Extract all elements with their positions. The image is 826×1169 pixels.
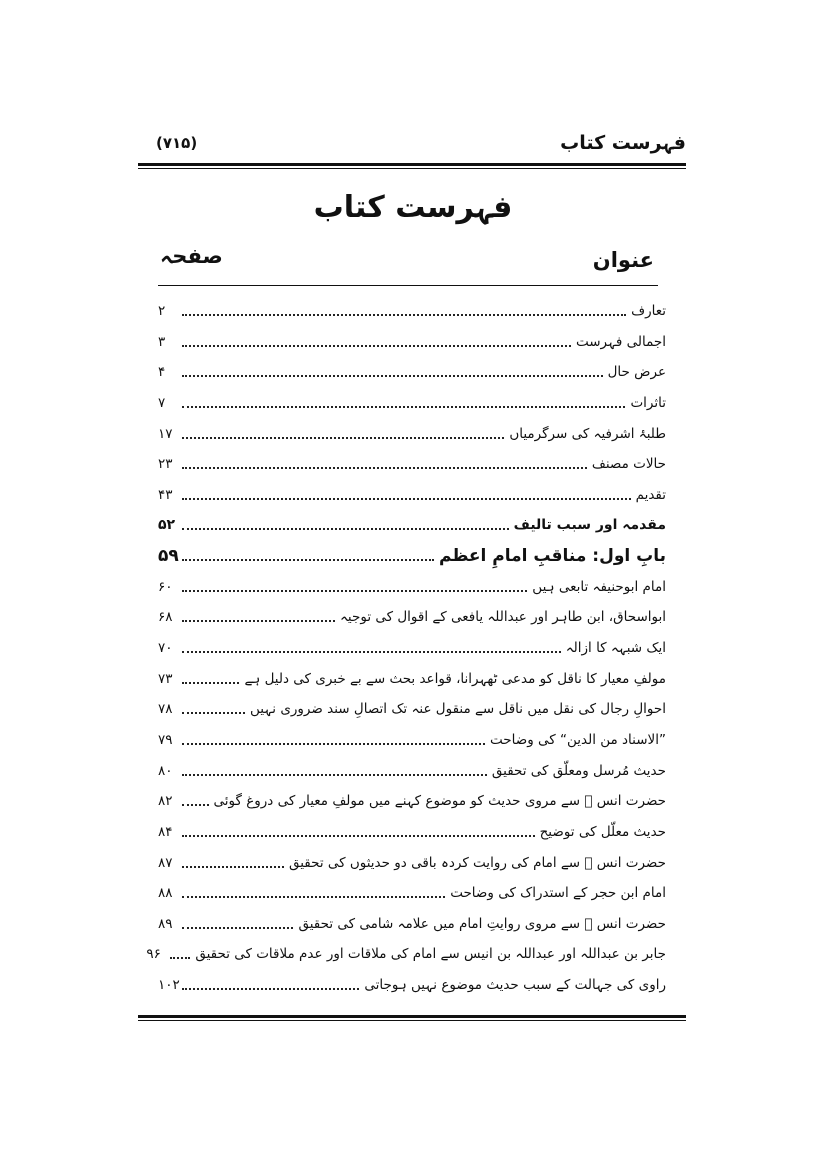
toc-entry-page: ۸۷	[158, 854, 173, 871]
leader-dots	[182, 682, 239, 684]
toc-entry-page: ۲	[158, 303, 166, 319]
toc-entry-page: ۵۲	[158, 517, 176, 534]
toc-entry[interactable]	[158, 691, 666, 719]
leader-dots	[182, 498, 631, 500]
leader-dots	[182, 896, 445, 898]
column-heading-topic: عنوان	[592, 248, 654, 272]
leader-dots	[182, 743, 485, 745]
toc-entry-page: ۲۳	[158, 456, 173, 473]
toc-entry-title: حضرت انس ﷛ سے مروی حدیث کو موضوع کہنے میں مولفِ معیار کی دروغ گوئی	[213, 793, 666, 810]
page-number: (۷۱۵)	[156, 134, 198, 152]
toc-entry[interactable]	[158, 630, 666, 658]
toc-entry-page: ۷۹	[158, 731, 173, 748]
toc-entry-page: ۴	[158, 364, 166, 381]
toc-entry[interactable]	[158, 416, 666, 444]
toc-entry-page: ۶۰	[158, 578, 173, 595]
toc-entry-page: ۴۳	[158, 486, 173, 503]
header-rule-thin	[138, 168, 686, 169]
column-heading-rule	[158, 285, 658, 286]
leader-dots	[182, 467, 587, 469]
toc-entry-page: ۷	[158, 394, 166, 411]
toc-entry-page: ۵۹	[158, 546, 179, 567]
toc-entry[interactable]	[158, 722, 666, 750]
toc-chapter-entry[interactable]	[158, 538, 666, 566]
toc-entry-page: ۸۰	[158, 762, 173, 779]
toc-entry-title: ابواسحاق، ابن طاہر اور عبداللہ یافعی کے اقوال کی توجیہ	[340, 609, 666, 626]
toc-entry[interactable]	[158, 293, 666, 321]
leader-dots	[182, 712, 245, 714]
toc-entry-title: حضرت انس ﷛ سے مروی روایتِ امام میں علامہ شامی کی تحقیق	[298, 915, 666, 932]
toc-entry-title: تعارف	[631, 303, 666, 319]
toc-title: فہرست کتاب	[313, 190, 513, 225]
leader-dots	[182, 528, 509, 530]
toc-entry-title: حضرت انس ﷛ سے امام کی روایت کردہ باقی دو حدیثوں کی تحقیق	[288, 854, 666, 871]
toc-entry-title: تقدیم	[635, 486, 666, 503]
toc-list	[146, 293, 666, 998]
toc-entry-title: حدیث معلّل کی توضیح	[539, 823, 666, 840]
toc-entry[interactable]	[158, 875, 666, 903]
leader-dots	[170, 957, 190, 959]
toc-entry[interactable]	[158, 814, 666, 842]
toc-entry-page: ۷۰	[158, 640, 173, 657]
leader-dots	[182, 620, 335, 622]
leader-dots	[182, 651, 561, 653]
toc-entry-title: بابِ اول: مناقبِ امامِ اعظم	[439, 546, 666, 567]
toc-entry[interactable]	[158, 599, 666, 627]
toc-entry-page: ۷۸	[158, 701, 173, 718]
leader-dots	[182, 988, 359, 990]
toc-entry-title: عرض حال	[607, 364, 666, 381]
toc-entry-page: ۸۹	[158, 915, 173, 932]
toc-entry-title: حدیث مُرسل ومعلّق کی تحقیق	[491, 762, 666, 779]
toc-entry-title: جابر بن عبداللہ اور عبداللہ بن انیس سے امام کی ملاقات اور عدم ملاقات کی تحقیق	[195, 946, 666, 963]
toc-entry[interactable]	[158, 661, 666, 689]
leader-dots	[182, 559, 434, 561]
toc-entry-title: راوی کی جہالت کے سبب حدیث موضوع نہیں ہوجاتی	[364, 977, 666, 994]
toc-entry[interactable]	[158, 446, 666, 474]
toc-entry-title: مولفِ معیار کا ناقل کو مدعی ٹھہرانا، قواعد بحث سے بے خبری کی دلیل ہے	[244, 670, 666, 687]
running-header	[138, 130, 686, 160]
toc-entry-title: امام ابوحنیفہ تابعی ہیں	[532, 578, 666, 595]
leader-dots	[182, 804, 209, 806]
toc-entry-page: ۳	[158, 333, 166, 350]
toc-entry[interactable]	[146, 936, 666, 964]
leader-dots	[182, 345, 571, 347]
leader-dots	[182, 314, 626, 316]
toc-entry-title: تاثرات	[630, 394, 666, 411]
leader-dots	[182, 774, 487, 776]
toc-entry-page: ۸۸	[158, 885, 173, 902]
toc-entry-title: امام ابن حجر کے استدراک کی وضاحت	[450, 885, 666, 902]
toc-entry-page: ۹۶	[146, 946, 161, 963]
running-header-title: فہرست کتاب	[560, 132, 686, 154]
toc-entry-title: حالات مصنف	[591, 456, 666, 473]
toc-entry[interactable]	[158, 783, 666, 811]
toc-entry-page: ۸۴	[158, 823, 173, 840]
toc-entry[interactable]	[158, 507, 666, 535]
toc-entry-title: اجمالی فہرست	[575, 333, 666, 350]
toc-entry[interactable]	[158, 753, 666, 781]
column-heading-page: صفحہ	[160, 244, 223, 268]
toc-entry-title: ایک شبہہ کا ازالہ	[565, 640, 666, 657]
toc-entry-title: ”الاسناد من الدین“ کی وضاحت	[490, 731, 666, 748]
toc-entry[interactable]	[158, 845, 666, 873]
leader-dots	[182, 406, 625, 408]
toc-entry[interactable]	[158, 906, 666, 934]
leader-dots	[182, 375, 603, 377]
toc-entry-page: ۱۰۲	[158, 977, 180, 994]
leader-dots	[182, 835, 535, 837]
toc-entry[interactable]	[158, 967, 666, 995]
leader-dots	[182, 866, 284, 868]
leader-dots	[182, 590, 527, 592]
header-rule-thick	[138, 163, 686, 166]
toc-entry[interactable]	[158, 324, 666, 352]
footer-rule-thin	[138, 1020, 686, 1021]
toc-entry-page: ۷۳	[158, 670, 173, 687]
toc-entry-page: ۱۷	[158, 425, 173, 442]
footer-rule-thick	[138, 1015, 686, 1018]
toc-entry-page: ۶۸	[158, 609, 173, 626]
toc-entry[interactable]	[158, 354, 666, 382]
leader-dots	[182, 927, 293, 929]
toc-entry-page: ۸۲	[158, 793, 173, 810]
toc-entry[interactable]	[158, 477, 666, 505]
toc-entry[interactable]	[158, 385, 666, 413]
toc-entry-title: مقدمہ اور سبب تالیف	[513, 517, 666, 534]
toc-entry-title: طلبۂ اشرفیہ کی سرگرمیاں	[509, 425, 666, 442]
leader-dots	[182, 437, 504, 439]
toc-entry[interactable]	[158, 569, 666, 597]
toc-entry-title: احوالِ رجال کی نقل میں ناقل سے منقول عنہ تک اتصالِ سند ضروری نہیں	[250, 701, 666, 718]
